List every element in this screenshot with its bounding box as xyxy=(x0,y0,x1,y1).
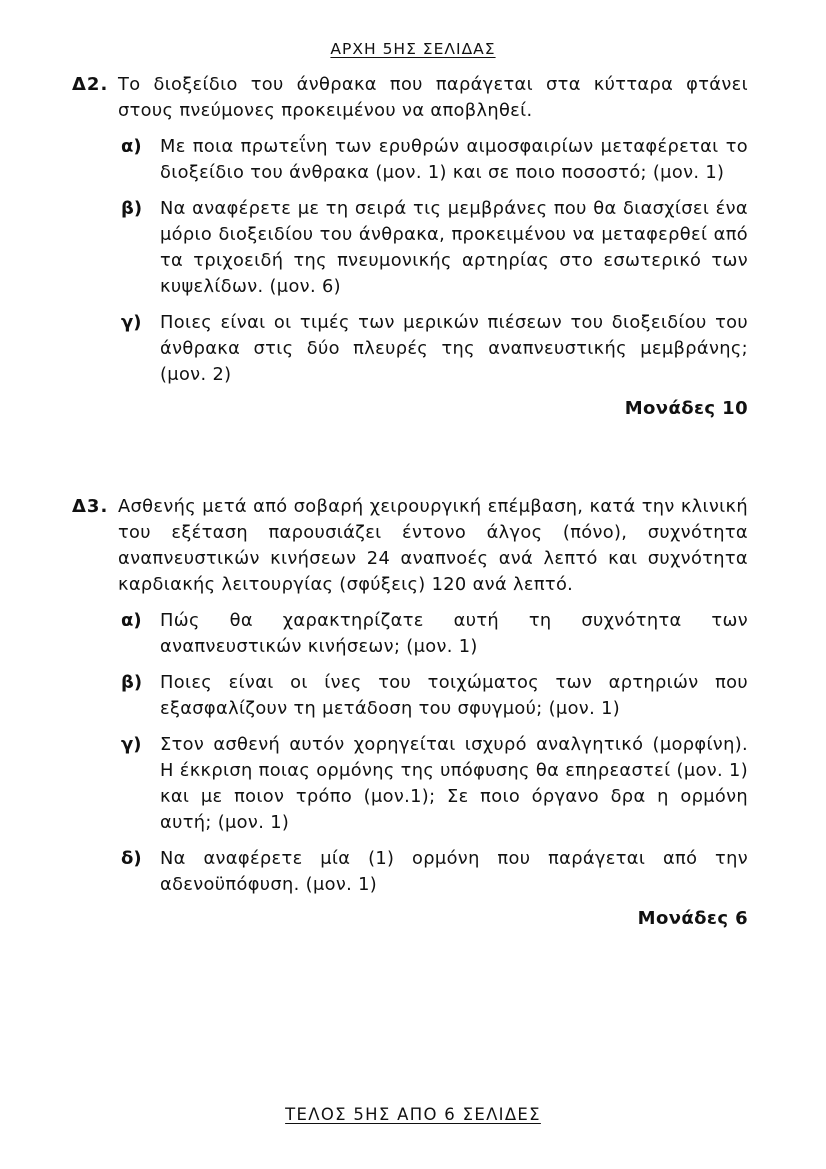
question-d2 xyxy=(72,72,748,422)
sub-question-text: Στον ασθενή αυτόν χορηγείται ισχυρό αναλγητικό (μορφίνη). Η έκκριση ποιας ορμόνης της υπόφυσης θα επηρεαστεί (μον. 1) και με ποιον τρόπο (μον.1); Σε ποιο όργανο δρα η ορμόνη αυτή; (μον. 1) xyxy=(160,734,748,833)
sub-question-text: Πώς θα χαρακτηρίζατε αυτή τη συχνότητα των αναπνευστικών κινήσεων; (μον. 1) xyxy=(160,610,748,657)
sub-question-c xyxy=(72,732,748,836)
question-d3 xyxy=(72,494,748,932)
sub-question-label: β) xyxy=(121,672,143,693)
sub-question-label: α) xyxy=(121,136,142,157)
marks-total: Μονάδες 10 xyxy=(624,398,748,419)
question-text: Το διοξείδιο του άνθρακα που παράγεται στα κύτταρα φτάνει στους πνεύμονες προκειμένου να αποβληθεί. xyxy=(118,74,748,121)
marks-total: Μονάδες 6 xyxy=(637,908,748,929)
page-header: ΑΡΧΗ 5ΗΣ ΣΕΛΙΔΑΣ xyxy=(330,40,496,58)
sub-question-text: Να αναφέρετε με τη σειρά τις μεμβράνες που θα διασχίσει ένα μόριο διοξειδίου του άνθρακα, προκειμένου να μεταφερθεί από τα τριχοειδή της πνευμονικής αρτηρίας στο εσωτερικό των κυψελίδων. (μον. 6) xyxy=(160,198,748,297)
sub-question-b xyxy=(72,196,748,300)
question-label: Δ3. xyxy=(72,496,109,517)
question-text: Ασθενής μετά από σοβαρή χειρουργική επέμβαση, κατά την κλινική του εξέταση παρουσιάζει έντονο άλγος (πόνο), συχνότητα αναπνευστικών κινήσεων 24 αναπνοές ανά λεπτό και συχνότητα καρδιακής λειτουργίας (σφύξεις) 120 ανά λεπτό. xyxy=(118,496,748,595)
sub-question-label: δ) xyxy=(121,848,142,869)
sub-question-text: Να αναφέρετε μία (1) ορμόνη που παράγεται από την αδενοϋπόφυση. (μον. 1) xyxy=(160,848,748,895)
sub-question-a xyxy=(72,608,748,660)
page-footer: ΤΕΛΟΣ 5ΗΣ ΑΠΟ 6 ΣΕΛΙΔΕΣ xyxy=(285,1105,541,1124)
sub-question-label: γ) xyxy=(121,734,142,755)
sub-question-b xyxy=(72,670,748,722)
sub-question-text: Με ποια πρωτεΐνη των ερυθρών αιμοσφαιρίων μεταφέρεται το διοξείδιο του άνθρακα (μον. 1) και σε ποιο ποσοστό; (μον. 1) xyxy=(160,136,748,183)
sub-question-label: β) xyxy=(121,198,143,219)
question-label: Δ2. xyxy=(72,74,109,95)
sub-question-label: γ) xyxy=(121,312,142,333)
sub-question-text: Ποιες είναι οι ίνες του τοιχώματος των αρτηριών που εξασφαλίζουν τη μετάδοση του σφυγμού; (μον. 1) xyxy=(160,672,748,719)
sub-question-c xyxy=(72,310,748,388)
sub-question-text: Ποιες είναι οι τιμές των μερικών πιέσεων του διοξειδίου του άνθρακα στις δύο πλευρές της αναπνευστικής μεμβράνης; (μον. 2) xyxy=(160,312,748,385)
sub-question-d xyxy=(72,846,748,898)
sub-question-label: α) xyxy=(121,610,142,631)
sub-question-a xyxy=(72,134,748,186)
